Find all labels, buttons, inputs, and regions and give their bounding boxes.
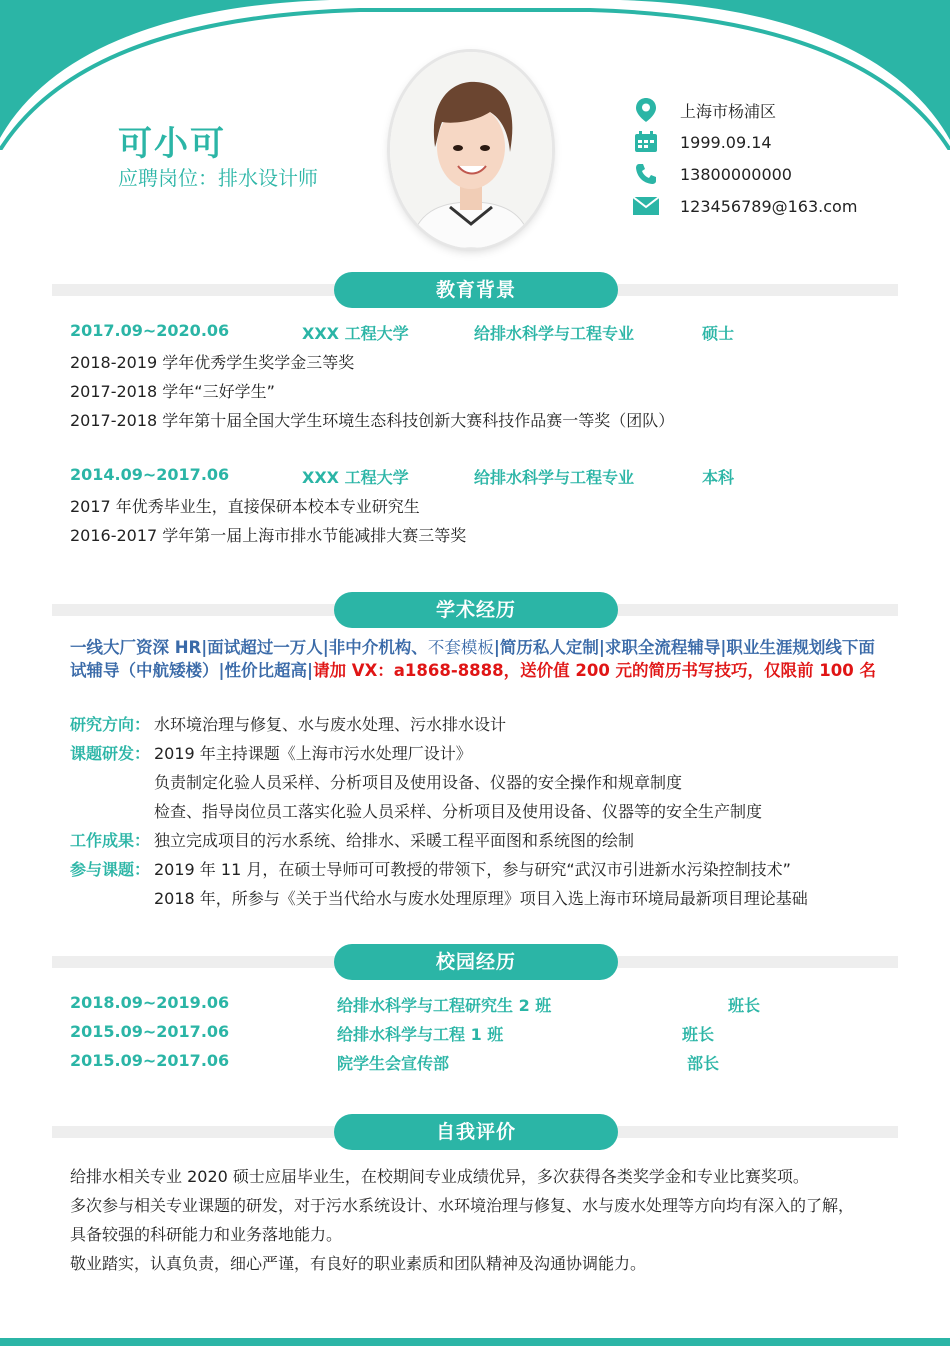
campus-org: 院学生会宣传部: [337, 1054, 450, 1073]
campus-period: 2015.09~2017.06: [70, 1051, 230, 1070]
ad-part-2: 不套模板: [427, 638, 494, 657]
edu-school: XXX 工程大学: [302, 324, 409, 343]
research-label: 研究方向：: [70, 715, 151, 734]
edu-item: 2017 年优秀毕业生，直接保研本校本专业研究生: [70, 497, 420, 516]
edu-major: 给排水科学与工程专业: [474, 324, 635, 343]
project-label: 课题研发：: [70, 744, 151, 763]
ad-part-4: 请加 VX：a1868-8888，送价值 200 元的简历书写技巧，仅限前 100 名: [313, 661, 876, 680]
campus-role: 班长: [682, 1025, 715, 1044]
edu-school: XXX 工程大学: [302, 468, 409, 487]
edu-item: 2017-2018 学年第十届全国大学生环境生态科技创新大赛科技作品赛一等奖（团队）: [70, 411, 675, 430]
edu-degree: 硕士: [702, 324, 735, 343]
birthday-text: 1999.09.14: [680, 132, 772, 152]
campus-org: 给排水科学与工程 1 班: [337, 1025, 504, 1044]
self-eval-line: 敬业踏实，认真负责，细心严谨，有良好的职业素质和团队精神及沟通协调能力。: [70, 1254, 647, 1273]
mail-icon: [632, 194, 660, 218]
project-item: 2019 年主持课题《上海市污水处理厂设计》: [154, 744, 472, 763]
profile-photo: [390, 52, 552, 248]
edu-period: 2014.09~2017.06: [70, 465, 230, 484]
edu-degree: 本科: [702, 468, 735, 487]
join-label: 参与课题：: [70, 860, 151, 879]
location-pin-icon: [632, 98, 660, 122]
footer-bar: [0, 1338, 950, 1346]
portrait-illustration: [390, 52, 552, 248]
ad-part-3: |简历私人定制|求职全流程辅导|职业生涯规划线下面试辅导（中航矮楼）|性价比超高|: [70, 638, 875, 680]
project-item: 负责制定化验人员采样、分析项目及使用设备、仪器的安全操作和规章制度: [154, 773, 683, 792]
self-eval-line: 多次参与相关专业课题的研发，对于污水系统设计、水环境治理与修复、水与废水处理等方向均有深入的了解，: [70, 1196, 855, 1215]
contact-phone: [632, 158, 857, 190]
edu-item: 2018-2019 学年优秀学生奖学金三等奖: [70, 353, 355, 372]
project-item: 检查、指导岗位员工落实化验人员采样、分析项目及使用设备、仪器等的安全生产制度: [154, 802, 763, 821]
edu-item: 2017-2018 学年“三好学生”: [70, 382, 275, 401]
campus-period: 2018.09~2019.06: [70, 993, 230, 1012]
contact-address: [632, 94, 857, 126]
phone-text: 13800000000: [680, 164, 792, 184]
contact-birthday: [632, 126, 857, 158]
result-text: 独立完成项目的污水系统、给排水、采暖工程平面图和系统图的绘制: [154, 831, 635, 850]
campus-role: 部长: [687, 1054, 720, 1073]
section-title-education: 教育背景: [334, 272, 618, 308]
join-item: 2019 年 11 月，在硕士导师可可教授的带领下，参与研究“武汉市引进新水污染控制技术”: [154, 860, 791, 879]
self-eval-line: 具备较强的科研能力和业务落地能力。: [70, 1225, 343, 1244]
research-text: 水环境治理与修复、水与废水处理、污水排水设计: [154, 715, 507, 734]
calendar-icon: [632, 130, 660, 154]
join-item: 2018 年，所参与《关于当代给水与废水处理原理》项目入选上海市环境局最新项目理论基础: [154, 889, 808, 908]
contact-list: [632, 94, 857, 222]
campus-period: 2015.09~2017.06: [70, 1022, 230, 1041]
candidate-name: 可小可: [118, 124, 226, 164]
phone-icon: [632, 162, 660, 186]
ad-part-1: 一线大厂资深 HR|面试超过一万人|非中介机构、: [70, 638, 428, 657]
edu-period: 2017.09~2020.06: [70, 321, 230, 340]
result-label: 工作成果：: [70, 831, 151, 850]
address-text: 上海市杨浦区: [680, 101, 777, 121]
email-text: 123456789@163.com: [680, 196, 858, 216]
job-position: 应聘岗位：排水设计师: [118, 166, 318, 190]
section-title-self: 自我评价: [334, 1114, 618, 1150]
campus-role: 班长: [728, 996, 761, 1015]
campus-org: 给排水科学与工程研究生 2 班: [337, 996, 552, 1015]
section-title-campus: 校园经历: [334, 944, 618, 980]
advertisement-text: [70, 636, 890, 682]
self-eval-line: 给排水相关专业 2020 硕士应届毕业生，在校期间专业成绩优异，多次获得各类奖学金和专业比赛奖项。: [70, 1167, 809, 1186]
edu-item: 2016-2017 学年第一届上海市排水节能减排大赛三等奖: [70, 526, 467, 545]
contact-email: [632, 190, 857, 222]
edu-major: 给排水科学与工程专业: [474, 468, 635, 487]
section-title-academic: 学术经历: [334, 592, 618, 628]
